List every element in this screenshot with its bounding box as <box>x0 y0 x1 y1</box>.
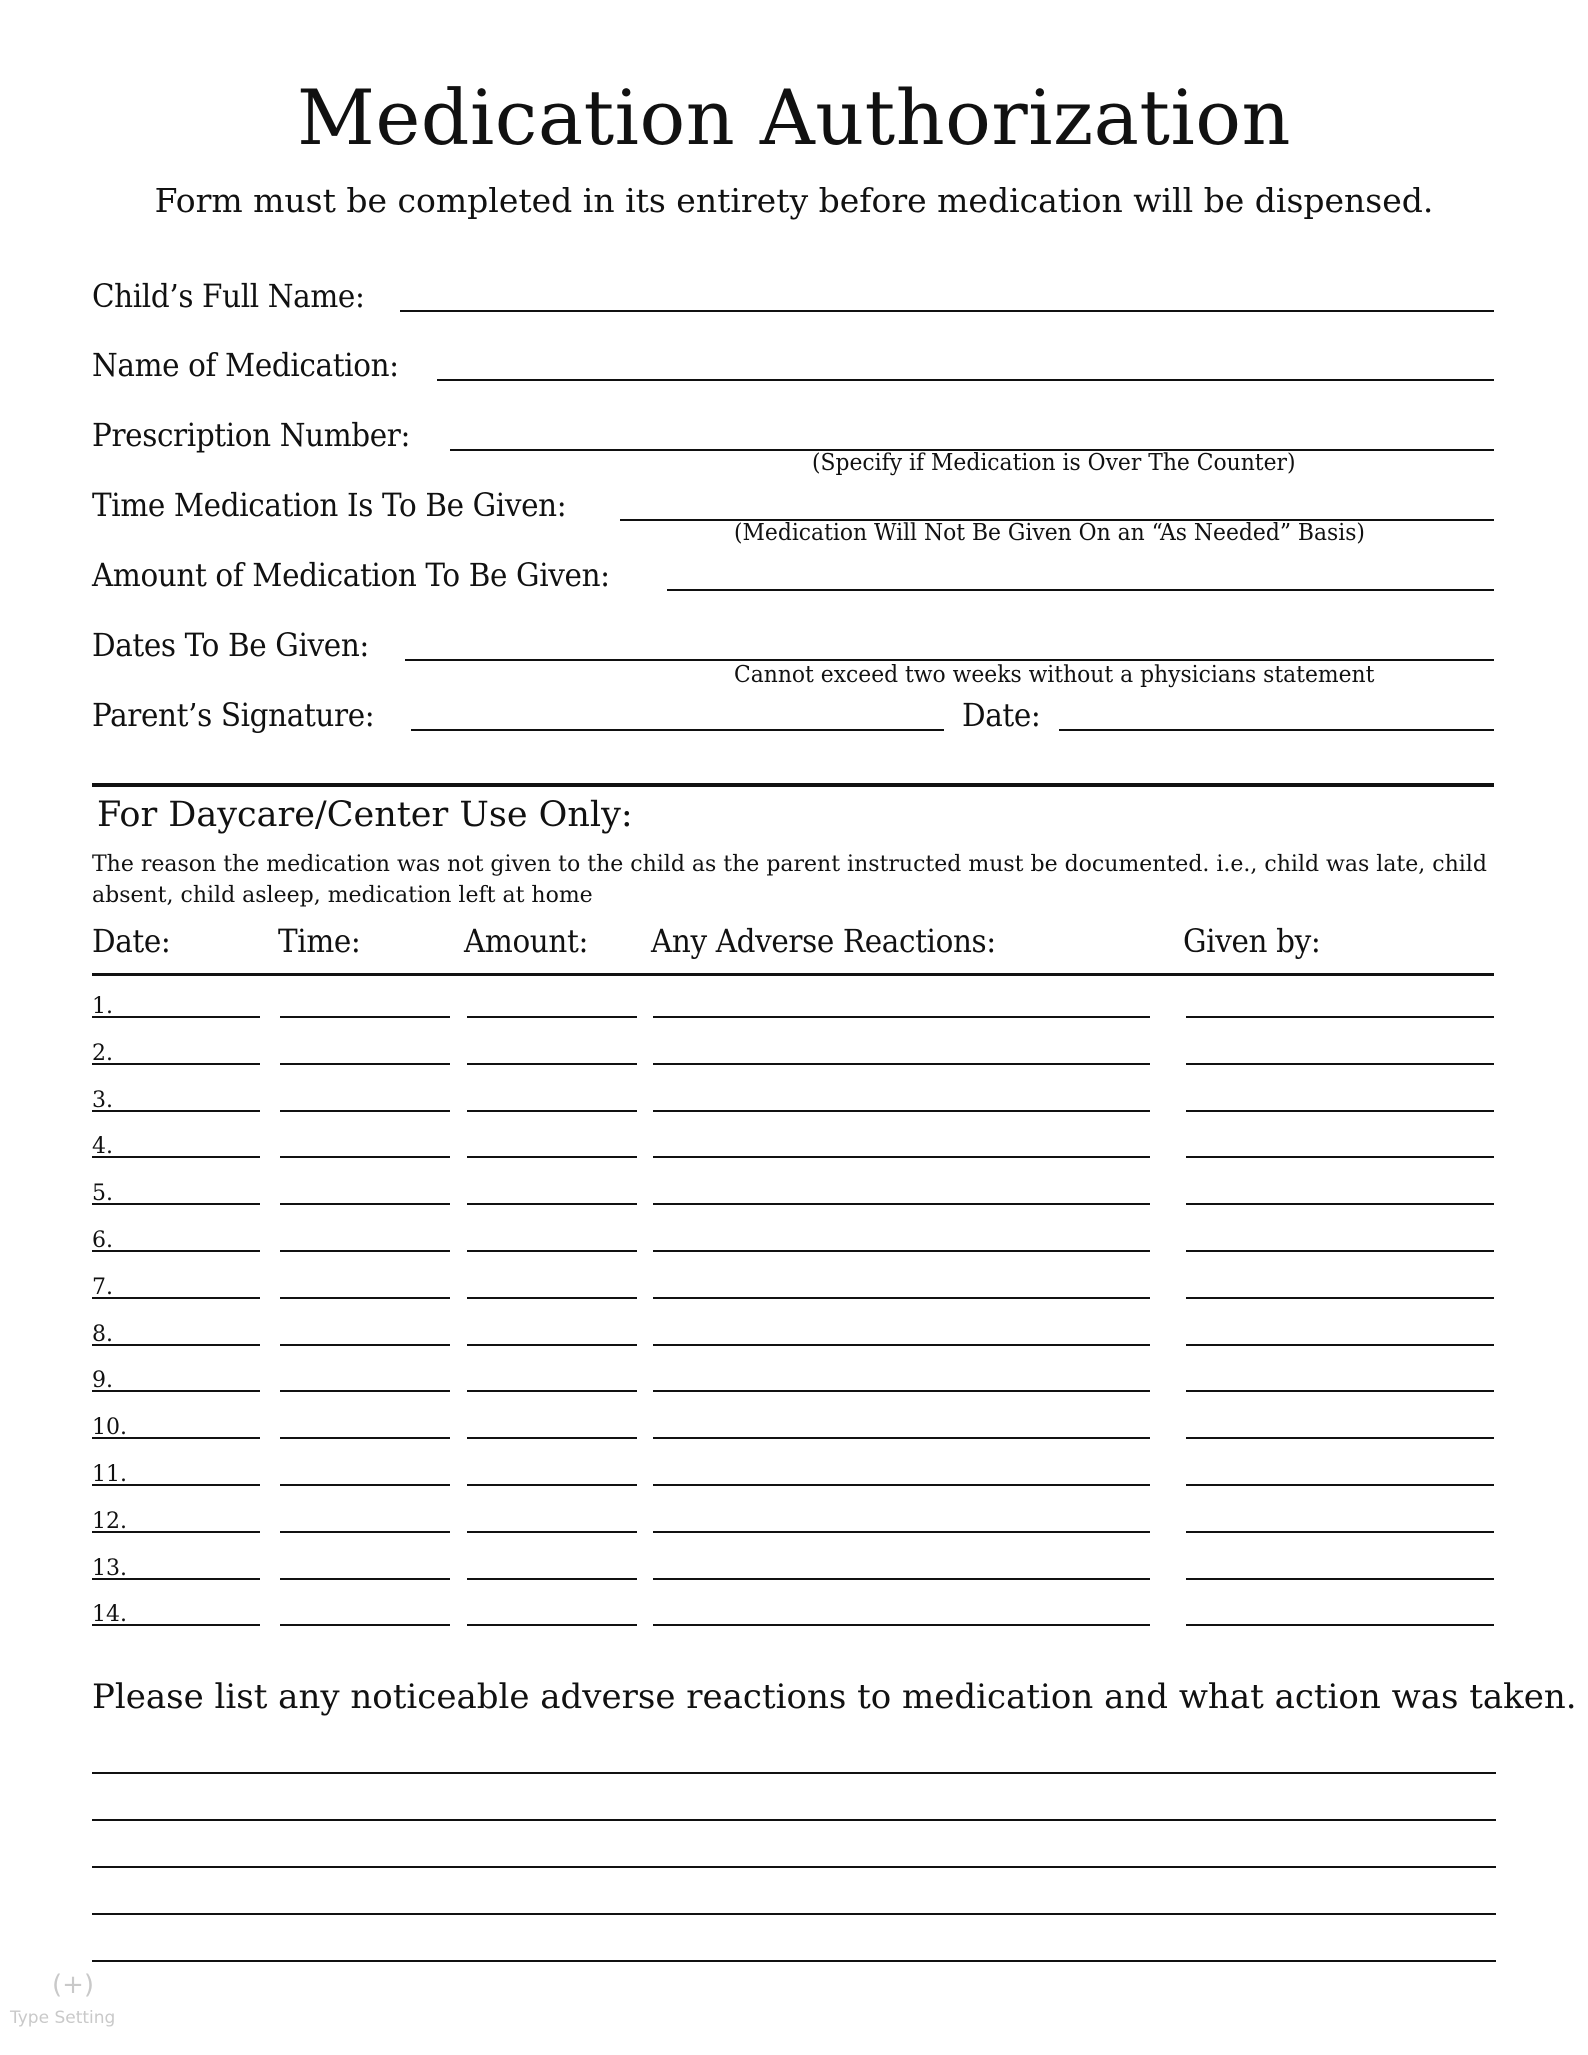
log-adverse-reactions-field[interactable] <box>653 1484 1150 1486</box>
as-needed-note: (Medication Will Not Be Given On an “As Needed” Basis) <box>734 520 1365 546</box>
log-given-by-field[interactable] <box>1186 1250 1494 1252</box>
child-name-row <box>92 262 1494 315</box>
signature-date-label: Date: <box>962 696 1041 734</box>
dates-given-row <box>92 611 1494 664</box>
signature-date-row <box>962 681 1494 734</box>
log-amount-field[interactable] <box>467 1624 637 1626</box>
log-given-by-field[interactable] <box>1186 1484 1494 1486</box>
log-time-field[interactable] <box>280 1110 450 1112</box>
reactions-line[interactable] <box>92 1866 1496 1868</box>
log-amount-field[interactable] <box>467 1250 637 1252</box>
row-number: 14. <box>92 1602 127 1628</box>
amount-given-field[interactable] <box>667 555 1494 591</box>
log-time-field[interactable] <box>280 1531 450 1533</box>
log-date-field[interactable] <box>92 1484 260 1486</box>
prescription-number-label: Prescription Number: <box>92 416 411 454</box>
log-time-field[interactable] <box>280 1390 450 1392</box>
log-adverse-reactions-field[interactable] <box>653 1344 1150 1346</box>
log-date-field[interactable] <box>92 1390 260 1392</box>
column-header-amount: Amount: <box>464 922 588 960</box>
log-adverse-reactions-field[interactable] <box>653 1578 1150 1580</box>
logo-mark-icon: (+) <box>52 1970 95 2000</box>
log-time-field[interactable] <box>280 1203 450 1205</box>
row-number: 13. <box>92 1555 127 1581</box>
log-adverse-reactions-field[interactable] <box>653 1063 1150 1065</box>
child-name-field[interactable] <box>400 276 1494 312</box>
child-name-label: Child’s Full Name: <box>92 277 365 315</box>
log-time-field[interactable] <box>280 1578 450 1580</box>
log-amount-field[interactable] <box>467 1203 637 1205</box>
log-given-by-field[interactable] <box>1186 1624 1494 1626</box>
log-date-field[interactable] <box>92 1016 260 1018</box>
log-amount-field[interactable] <box>467 1437 637 1439</box>
log-date-field[interactable] <box>92 1344 260 1346</box>
log-date-field[interactable] <box>92 1297 260 1299</box>
log-time-field[interactable] <box>280 1250 450 1252</box>
column-header-adverse-reactions: Any Adverse Reactions: <box>651 922 996 960</box>
log-given-by-field[interactable] <box>1186 1344 1494 1346</box>
dates-given-field[interactable] <box>405 625 1494 661</box>
daycare-section-description: The reason the medication was not given to the child as the parent instructed must be documented. i.e., child was late, child absent, child asleep, medication left at home <box>92 852 1487 908</box>
log-adverse-reactions-field[interactable] <box>653 1156 1150 1158</box>
prescription-number-row <box>92 401 1494 454</box>
dates-given-label: Dates To Be Given: <box>92 626 369 664</box>
row-number: 4. <box>92 1134 113 1160</box>
log-time-field[interactable] <box>280 1063 450 1065</box>
log-amount-field[interactable] <box>467 1531 637 1533</box>
log-given-by-field[interactable] <box>1186 1297 1494 1299</box>
log-date-field[interactable] <box>92 1156 260 1158</box>
log-adverse-reactions-field[interactable] <box>653 1297 1150 1299</box>
log-time-field[interactable] <box>280 1344 450 1346</box>
column-header-rule <box>92 973 1494 976</box>
column-header-date: Date: <box>92 922 171 960</box>
log-amount-field[interactable] <box>467 1484 637 1486</box>
log-date-field[interactable] <box>92 1531 260 1533</box>
reactions-line[interactable] <box>92 1819 1496 1821</box>
log-given-by-field[interactable] <box>1186 1390 1494 1392</box>
log-adverse-reactions-field[interactable] <box>653 1437 1150 1439</box>
parent-signature-row <box>92 681 944 734</box>
log-given-by-field[interactable] <box>1186 1063 1494 1065</box>
row-number: 11. <box>92 1462 127 1487</box>
log-adverse-reactions-field[interactable] <box>653 1016 1150 1018</box>
log-time-field[interactable] <box>280 1297 450 1299</box>
log-amount-field[interactable] <box>467 1063 637 1065</box>
signature-date-field[interactable] <box>1059 695 1494 731</box>
row-number: 6. <box>92 1228 113 1253</box>
log-given-by-field[interactable] <box>1186 1578 1494 1580</box>
time-given-label: Time Medication Is To Be Given: <box>92 486 567 524</box>
log-time-field[interactable] <box>280 1437 450 1439</box>
log-date-field[interactable] <box>92 1110 260 1112</box>
row-number: 1. <box>92 994 113 1019</box>
log-adverse-reactions-field[interactable] <box>653 1110 1150 1112</box>
log-amount-field[interactable] <box>467 1344 637 1346</box>
log-time-field[interactable] <box>280 1016 450 1018</box>
log-amount-field[interactable] <box>467 1156 637 1158</box>
row-number: 2. <box>92 1040 113 1066</box>
log-date-field[interactable] <box>92 1624 260 1626</box>
log-given-by-field[interactable] <box>1186 1203 1494 1205</box>
column-header-time: Time: <box>278 922 361 960</box>
time-given-row <box>92 471 1494 524</box>
log-date-field[interactable] <box>92 1063 260 1065</box>
log-given-by-field[interactable] <box>1186 1110 1494 1112</box>
log-amount-field[interactable] <box>467 1016 637 1018</box>
row-number: 7. <box>92 1274 113 1300</box>
reactions-line[interactable] <box>92 1913 1496 1915</box>
log-given-by-field[interactable] <box>1186 1016 1494 1018</box>
row-number: 10. <box>92 1415 127 1441</box>
section-divider <box>92 783 1494 787</box>
log-adverse-reactions-field[interactable] <box>653 1250 1150 1252</box>
log-adverse-reactions-field[interactable] <box>653 1390 1150 1392</box>
reactions-line[interactable] <box>92 1960 1496 1962</box>
prescription-number-field[interactable] <box>450 415 1494 451</box>
row-number: 12. <box>92 1508 127 1534</box>
log-given-by-field[interactable] <box>1186 1437 1494 1439</box>
parent-signature-field[interactable] <box>411 695 944 731</box>
medication-name-field[interactable] <box>437 345 1494 381</box>
log-adverse-reactions-field[interactable] <box>653 1624 1150 1626</box>
log-amount-field[interactable] <box>467 1390 637 1392</box>
log-given-by-field[interactable] <box>1186 1156 1494 1158</box>
log-amount-field[interactable] <box>467 1578 637 1580</box>
parent-signature-label: Parent’s Signature: <box>92 696 375 734</box>
form-subtitle: Form must be completed in its entirety before medication will be dispensed. <box>154 181 1434 220</box>
row-number: 3. <box>92 1087 113 1113</box>
amount-given-row <box>92 541 1494 594</box>
log-date-field[interactable] <box>92 1437 260 1439</box>
log-adverse-reactions-field[interactable] <box>653 1203 1150 1205</box>
daycare-section-title: For Daycare/Center Use Only: <box>97 795 633 835</box>
otc-note: (Specify if Medication is Over The Counter) <box>812 450 1296 476</box>
log-amount-field[interactable] <box>467 1297 637 1299</box>
form-title: Medication Authorization <box>297 73 1291 162</box>
row-number: 5. <box>92 1181 113 1207</box>
medication-name-label: Name of Medication: <box>92 346 399 384</box>
medication-name-row <box>92 331 1494 384</box>
log-adverse-reactions-field[interactable] <box>653 1531 1150 1533</box>
reactions-prompt: Please list any noticeable adverse reactions to medication and what action was taken. <box>92 1677 1577 1717</box>
log-date-field[interactable] <box>92 1578 260 1580</box>
row-number: 8. <box>92 1321 113 1347</box>
log-date-field[interactable] <box>92 1250 260 1252</box>
log-time-field[interactable] <box>280 1624 450 1626</box>
log-time-field[interactable] <box>280 1156 450 1158</box>
log-amount-field[interactable] <box>467 1110 637 1112</box>
two-weeks-note: Cannot exceed two weeks without a physicians statement <box>734 662 1375 688</box>
column-header-given-by: Given by: <box>1183 922 1321 960</box>
logo-text: Type Setting <box>10 2008 116 2028</box>
log-date-field[interactable] <box>92 1203 260 1205</box>
log-time-field[interactable] <box>280 1484 450 1486</box>
reactions-line[interactable] <box>92 1772 1496 1774</box>
row-number: 9. <box>92 1368 113 1394</box>
watermark-logo <box>10 1968 130 2038</box>
log-given-by-field[interactable] <box>1186 1531 1494 1533</box>
amount-given-label: Amount of Medication To Be Given: <box>92 556 610 594</box>
time-given-field[interactable] <box>620 485 1494 521</box>
